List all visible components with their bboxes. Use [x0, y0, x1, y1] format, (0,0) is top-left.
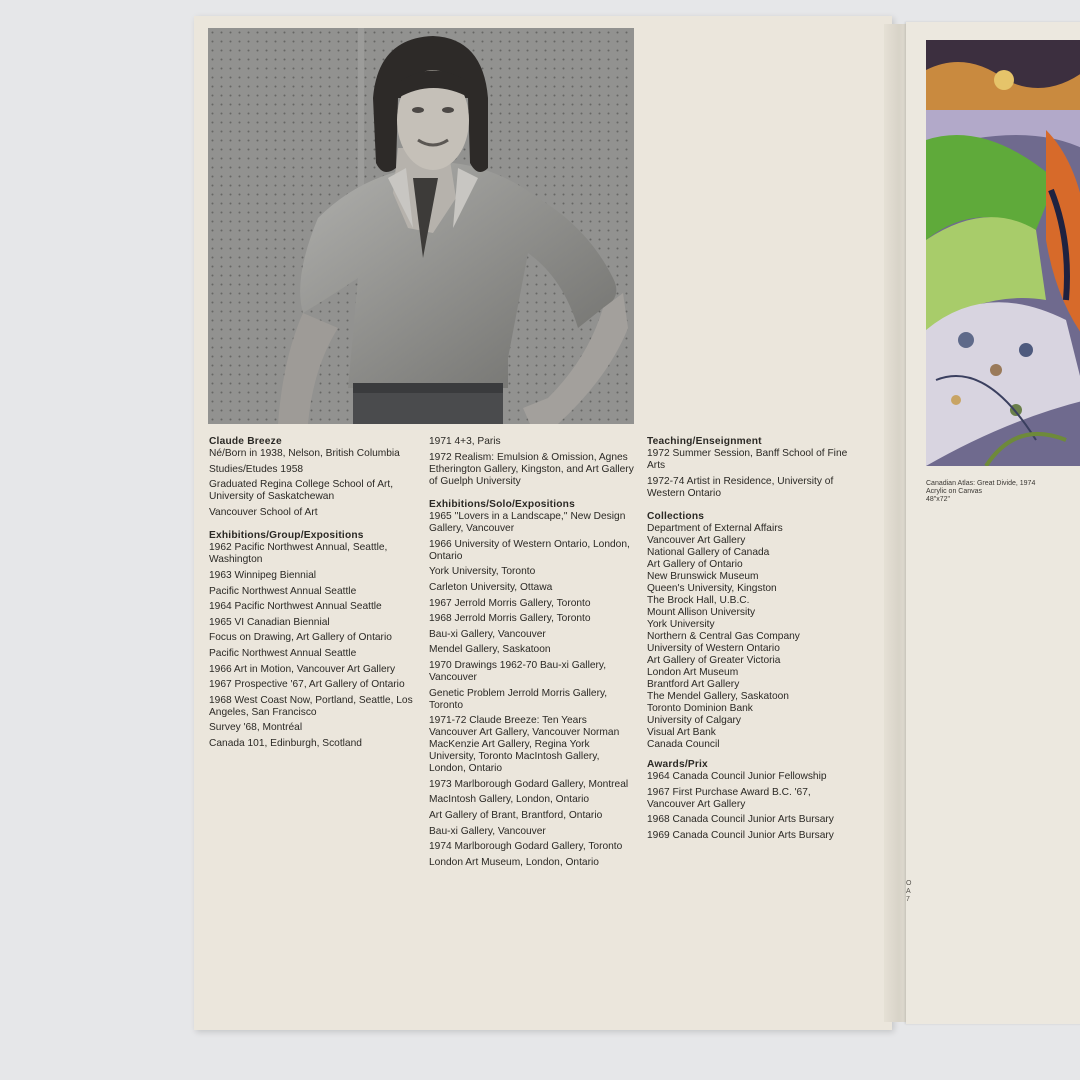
collection-item: Brantford Art Gallery — [647, 679, 740, 691]
exhibition-item: 1967 Prospective '67, Art Gallery of Ontario — [209, 679, 405, 691]
teaching-heading: Teaching/Enseignment — [647, 436, 762, 447]
studies-label: Studies/Etudes 1958 — [209, 463, 304, 475]
caption-medium: Acrylic on Canvas — [926, 488, 983, 495]
biography-column — [209, 436, 415, 754]
caption-title: Canadian Atlas: Great Divide, 1974 — [926, 480, 1036, 487]
exhibition-item: 1964 Pacific Northwest Annual Seattle — [209, 601, 382, 613]
collection-item: Mount Allison University — [647, 607, 756, 619]
collection-item: Queen's University, Kingston — [647, 583, 777, 595]
education-item: Graduated Regina College School of Art, University of Saskatchewan — [209, 479, 394, 503]
exhibition-item: York University, Toronto — [429, 566, 536, 578]
exhibition-item: 1968 West Coast Now, Portland, Seattle, Los Angeles, San Francisco — [209, 694, 413, 718]
exhibition-item: 1972 Realism: Emulsion & Omission, Agnes Etherington Gallery, Kingston, and Art Gallery of Guelph University — [429, 451, 634, 487]
exhibition-item: 1963 Winnipeg Biennial — [209, 569, 317, 581]
exhibition-item: Carleton University, Ottawa — [429, 581, 553, 593]
collection-item: University of Calgary — [647, 715, 741, 727]
painting-caption — [926, 480, 1066, 504]
exhibition-item: Survey '68, Montréal — [209, 722, 303, 734]
exhibition-item: Bau-xi Gallery, Vancouver — [429, 628, 546, 640]
collection-item: Toronto Dominion Bank — [647, 703, 753, 715]
collection-item: Art Gallery of Ontario — [647, 559, 743, 571]
painting-reproduction — [926, 40, 1080, 466]
exhibition-item: Mendel Gallery, Saskatoon — [429, 644, 551, 656]
awards-heading: Awards/Prix — [647, 759, 708, 771]
collection-item: Department of External Affairs — [647, 523, 783, 535]
collection-item: The Brock Hall, U.B.C. — [647, 595, 750, 607]
exhibition-item: 1966 Art in Motion, Vancouver Art Gallery — [209, 663, 396, 675]
solo-exhibitions-heading: Exhibitions/Solo/Expositions — [429, 499, 575, 511]
collection-item: The Mendel Gallery, Saskatoon — [647, 691, 789, 703]
teaching-item: 1972-74 Artist in Residence, University of Western Ontario — [647, 475, 834, 499]
exhibition-item: 1968 Jerrold Morris Gallery, Toronto — [429, 613, 591, 625]
collection-item: London Art Museum — [647, 667, 739, 679]
collection-item: New Brunswick Museum — [647, 571, 759, 583]
exhibition-item: 1967 Jerrold Morris Gallery, Toronto — [429, 597, 591, 609]
collection-item: Visual Art Bank — [647, 727, 716, 739]
collection-item: York University — [647, 619, 715, 631]
exhibition-item: MacIntosh Gallery, London, Ontario — [429, 794, 590, 806]
artist-portrait-photo — [208, 28, 634, 424]
award-item: 1969 Canada Council Junior Arts Bursary — [647, 829, 834, 841]
exhibition-item: 1973 Marlborough Godard Gallery, Montreal — [429, 778, 629, 790]
exhibition-item: Pacific Northwest Annual Seattle — [209, 647, 357, 659]
exhibition-item: 1971 4+3, Paris — [429, 436, 501, 447]
collections-heading: Collections — [647, 511, 705, 523]
exhibition-item: 1971-72 Claude Breeze: Ten Years Vancouver Art Gallery, Vancouver Norman MacKenzie Art Gallery, Regina York University, Toronto MacIntosh Gallery, London, Ontario — [429, 715, 620, 775]
collection-item: Northern & Central Gas Company — [647, 631, 800, 643]
education-item: Vancouver School of Art — [209, 506, 318, 518]
artist-name: Claude Breeze — [209, 436, 282, 447]
collection-item: University of Western Ontario — [647, 643, 780, 655]
teaching-collections-column — [647, 436, 857, 846]
exhibition-item: Bau-xi Gallery, Vancouver — [429, 825, 546, 837]
birth-info: Né/Born in 1938, Nelson, British Columbia — [209, 448, 400, 459]
collection-item: Vancouver Art Gallery — [647, 535, 746, 547]
award-item: 1967 First Purchase Award B.C. '67, Vancouver Art Gallery — [647, 786, 811, 810]
exhibition-item: 1965 ''Lovers in a Landscape,'' New Design Gallery, Vancouver — [429, 511, 626, 535]
solo-exhibitions-column — [429, 436, 635, 872]
exhibition-item: Canada 101, Edinburgh, Scotland — [209, 737, 362, 749]
exhibition-item: 1965 VI Canadian Biennial — [209, 616, 330, 628]
exhibition-item: Pacific Northwest Annual Seattle — [209, 585, 357, 597]
exhibition-item: London Art Museum, London, Ontario — [429, 856, 599, 868]
caption-size: 48"x72" — [926, 496, 951, 503]
exhibition-item: Art Gallery of Brant, Brantford, Ontario — [429, 809, 603, 821]
exhibition-item: 1974 Marlborough Godard Gallery, Toronto — [429, 841, 623, 853]
exhibition-item: 1970 Drawings 1962-70 Bau-xi Gallery, Vancouver — [429, 659, 607, 683]
edge-mark: O A 7 — [906, 880, 912, 903]
teaching-item: 1972 Summer Session, Banff School of Fine Arts — [647, 448, 848, 471]
exhibition-item: Genetic Problem Jerrold Morris Gallery, Toronto — [429, 687, 608, 711]
group-exhibitions-heading: Exhibitions/Group/Expositions — [209, 530, 364, 542]
exhibition-item: 1966 University of Western Ontario, London, Ontario — [429, 538, 630, 562]
award-item: 1968 Canada Council Junior Arts Bursary — [647, 814, 834, 826]
exhibition-item: 1962 Pacific Northwest Annual, Seattle, Washington — [209, 542, 388, 566]
exhibition-item: Focus on Drawing, Art Gallery of Ontario — [209, 632, 392, 644]
collection-item: Art Gallery of Greater Victoria — [647, 655, 781, 667]
collection-item: Canada Council — [647, 739, 720, 751]
award-item: 1964 Canada Council Junior Fellowship — [647, 771, 827, 783]
collection-item: National Gallery of Canada — [647, 547, 770, 559]
